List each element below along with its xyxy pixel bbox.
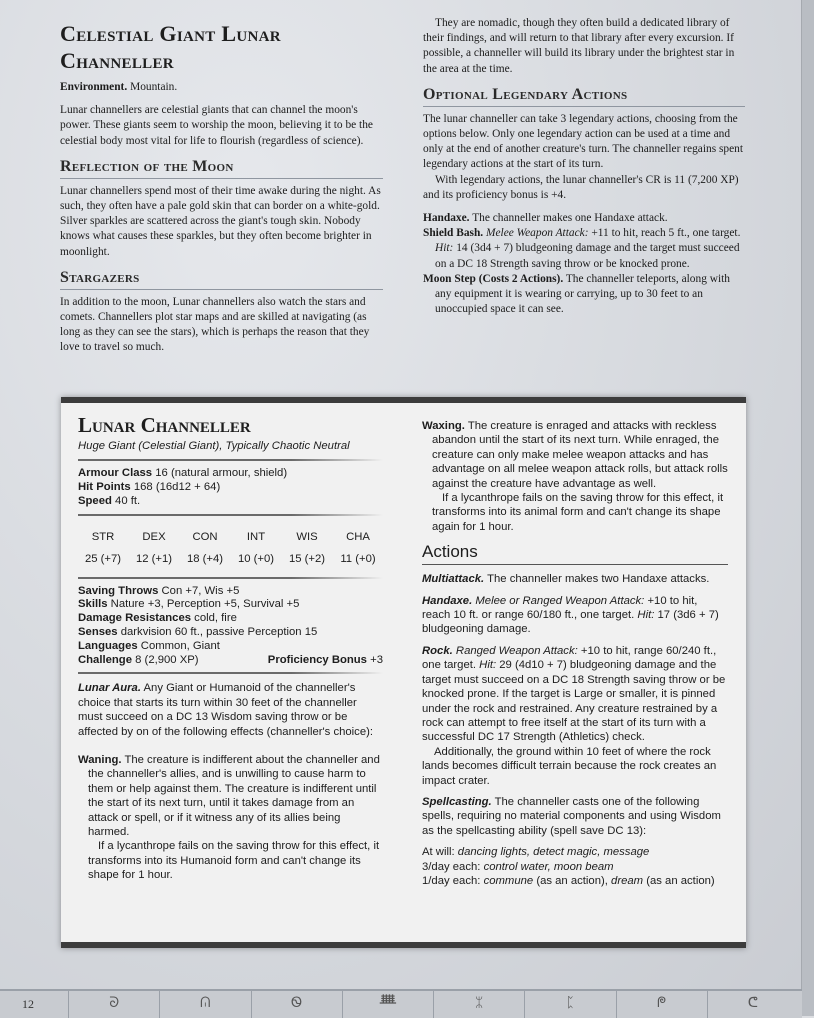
section-heading-stargazers: Stargazers: [60, 269, 383, 290]
stat-block-right-column: [422, 409, 728, 888]
rune-glyph-icon: ᛯ: [433, 991, 524, 1018]
page-title: Celestial Giant Lunar Channeller: [60, 21, 281, 73]
armour-class: Armour Class 16 (natural armour, shield): [78, 467, 288, 480]
spells-at-will: At will: dancing lights, detect magic, message: [422, 846, 650, 859]
ability-dex: DEX 12 (+1): [135, 530, 173, 566]
legendary-intro: The lunar channeller can take 3 legendary actions, choosing from the options below. Only one legendary action can be used at a time and only at the end of another creature's turn. The channeller regains spent legendary actions at the start of its turn.: [423, 112, 744, 171]
action-rock: Rock. Ranged Weapon Attack: +10 to hit, range 60/240 ft., one target. Hit: 29 (4d10 + 7) bludgeoning damage and the target must succeed on a DC 18 Strength saving throw or be knocked prone. If the target is Large or smaller, it is pinned under the rock and restrained. Any creature restrained by a rock can attempt to free itself at the start of its turn with a successful DC 17 Strength (Athletics) check.: [422, 644, 726, 744]
rune-glyph-icon: ᛈ: [524, 991, 615, 1018]
stat-block: [61, 397, 746, 948]
page-edge: [801, 0, 814, 1016]
skills: Skills Nature +3, Perception +5, Survival +5: [78, 598, 300, 611]
rune-glyph-icon: ᘐ: [68, 991, 159, 1018]
action-multiattack: Multiattack. The channeller makes two Handaxe attacks.: [422, 573, 710, 586]
trait-spellcasting: Spellcasting. The channeller casts one of the following spells, requiring no material components and using Wisdom as the spellcasting ability (spell save DC 13):: [422, 795, 721, 837]
divider: [78, 514, 383, 516]
ability-scores: [78, 530, 383, 567]
environment-line: Environment. Mountain.: [60, 81, 178, 93]
page-footer: [0, 989, 802, 1018]
challenge: Challenge 8 (2,900 XP): [78, 653, 199, 666]
legendary-action-shield-bash: Shield Bash. Melee Weapon Attack: +11 to hit, reach 5 ft., one target. Hit: 14 (3d4 + 7) bludgeoning damage and the target must succeed on a DC 18 Strength saving throw or be knocked prone.: [423, 227, 741, 270]
damage-resistances: Damage Resistances cold, fire: [78, 612, 237, 625]
spells-1-per-day: 1/day each: commune (as an action), dream (as an action): [422, 874, 715, 887]
ability-wis: WIS 15 (+2): [288, 530, 326, 566]
section-text-reflection: Lunar channellers spend most of their time awake during the night. As such, they often have a pale gold skin that can border on a white-gold. Silver sparkles are scattered across the giant's tough skin. Nobody knows what causes these sparkles, but they often become brighter in moonlight.: [60, 184, 381, 258]
speed: Speed 40 ft.: [78, 495, 141, 507]
divider: [78, 459, 383, 461]
action-handaxe: Handaxe. Melee or Ranged Weapon Attack: +10 to hit, reach 10 ft. or range 60/180 ft., one target. Hit: 17 (3d6 + 7) bludgeoning damage.: [422, 594, 719, 636]
stat-block-left-column: [78, 409, 383, 883]
intro-paragraph: Lunar channellers are celestial giants that can channel the moon's power. These giants seem to worship the moon, believing it to be the celestial body most vital for life to flourish (regardless of science).: [60, 104, 373, 147]
rune-glyph-icon: Ꮻ: [251, 991, 342, 1018]
page-number: 12: [22, 997, 34, 1011]
divider: [78, 577, 383, 579]
effect-waning: Waning. The creature is indifferent about the channeller and the channeller's allies, and is unwilling to cause harm to them or help against them. The creature is indifferent until the start of its next turn, until it takes damage from an attack or spell, or if it witness any of its allies being harmed.: [78, 754, 380, 839]
section-text-stargazers: In addition to the moon, Lunar channellers also watch the stars and comets. Channellers plot star maps and are skilled at navigating (as long as they can see the stars), which is perhaps the reason that they love to travel so much.: [60, 295, 370, 354]
section-heading-reflection: Reflection of the Moon: [60, 158, 383, 179]
challenge-row: [78, 654, 383, 668]
ability-str: STR 25 (+7): [84, 530, 122, 566]
actions-heading: Actions: [422, 542, 728, 565]
rune-glyph-icon: ᖘ: [616, 991, 707, 1018]
rune-glyph-icon: ᕬ: [159, 991, 250, 1018]
nomadic-paragraph: They are nomadic, though they often build a dedicated library of their findings, and will return to that library after every excursion. If possible, a channeller will build its library under the brightest star in the area at the time.: [423, 17, 735, 75]
legendary-action-moon-step: Moon Step (Costs 2 Actions). The channeller teleports, along with any equipment it is wearing or carrying, up to 30 feet to an unoccupied space it can see.: [423, 272, 730, 316]
creature-name: Lunar Channeller: [78, 413, 251, 437]
legendary-action-handaxe: Handaxe. The channeller makes one Handaxe attack.: [423, 212, 668, 225]
senses: Senses darkvision 60 ft., passive Perception 15: [78, 626, 318, 638]
hit-points: Hit Points 168 (16d12 + 64): [78, 481, 221, 494]
spells-3-per-day: 3/day each: control water, moon beam: [422, 860, 614, 873]
rune-glyph-icon: ᚙ: [342, 991, 433, 1018]
lore-left-column: [60, 16, 383, 356]
languages: Languages Common, Giant: [78, 639, 220, 652]
legendary-heading: Optional Legendary Actions: [423, 86, 745, 107]
legendary-cr-note: With legendary actions, the lunar channeller's CR is 11 (7,200 XP) and its proficiency bonus is +4.: [423, 173, 739, 201]
creature-type: Huge Giant (Celestial Giant), Typically Chaotic Neutral: [78, 440, 350, 452]
trait-lunar-aura: Lunar Aura. Any Giant or Humanoid of the channeller's choice that starts its turn within 30 feet of the channeller must succeed on a DC 13 Wisdom saving throw or be affected by on of the following effects (channeller's choice):: [78, 682, 374, 738]
ability-con: CON 18 (+4): [186, 530, 224, 566]
ability-cha: CHA 11 (+0): [340, 530, 376, 566]
action-rock-crater: Additionally, the ground within 10 feet of where the rock lands becomes difficult terrain because the rock creates an impact crater.: [422, 745, 717, 787]
divider: [78, 672, 383, 674]
lore-right-column: [423, 16, 745, 317]
effect-waning-lycanthrope: If a lycanthrope fails on the saving throw for this effect, it transforms into its Humanoid form and can't change its shape for 1 hour.: [88, 840, 380, 882]
effect-waxing-lycanthrope: If a lycanthrope fails on the saving throw for this effect, it transforms into its animal form and can't change its shape again for 1 hour.: [432, 492, 724, 533]
saving-throws: Saving Throws Con +7, Wis +5: [78, 584, 240, 597]
proficiency-bonus: Proficiency Bonus +3: [267, 653, 383, 666]
ability-int: INT 10 (+0): [237, 530, 275, 566]
rune-glyph-icon: ᕦ: [707, 991, 798, 1018]
footer-glyph-strip: [68, 991, 798, 1018]
effect-waxing: Waxing. The creature is enraged and attacks with reckless abandon until the start of its next turn. While enraged, the creature can only make melee weapon attacks and has advantage on all melee weapon attack rolls, but attack rolls against the creature have advantage as well.: [422, 420, 728, 490]
